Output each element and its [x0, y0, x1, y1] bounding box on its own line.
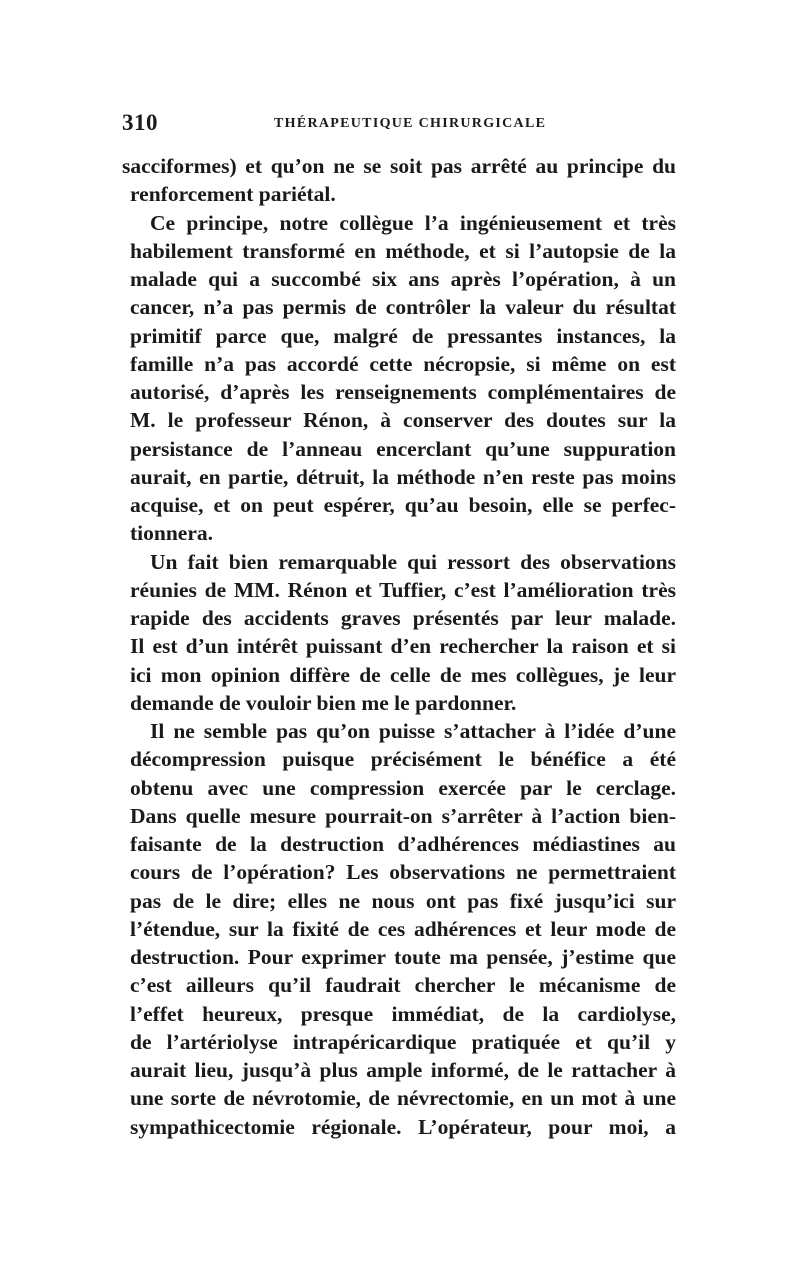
- text-line: sacciformes) et qu’on ne se soit pas arrêté au principe du: [122, 154, 676, 178]
- text-line: faisante de la destruction d’adhérences médiastines au: [130, 832, 676, 856]
- text-line: aurait, en partie, détruit, la méthode n’en reste pas moins: [130, 464, 676, 489]
- text-line: acquise, et on peut espérer, qu’au besoin, elle se perfec-: [130, 493, 676, 517]
- running-title: THÉRAPEUTIQUE CHIRURGICALE: [274, 116, 547, 131]
- text-line: aurait lieu, jusqu’à plus ample informé, de le rattacher à: [130, 1058, 676, 1082]
- text-line: Ce principe, notre collègue l’a ingénieusement et très: [150, 210, 676, 235]
- text-line: ici mon opinion diffère de celle de mes collègues, je leur: [130, 662, 676, 687]
- page-number: 310: [122, 110, 158, 135]
- text-line: persistance de l’anneau encerclant qu’une suppuration: [130, 436, 676, 461]
- text-line: Dans quelle mesure pourrait-on s’arrêter à l’action bien-: [130, 803, 676, 828]
- text-line: Un fait bien remarquable qui ressort des observations: [150, 549, 676, 574]
- text-line: M. le professeur Rénon, à conserver des doutes sur la: [130, 408, 676, 433]
- text-line: Il est d’un intérêt puissant d’en rechercher la raison et si: [130, 634, 676, 659]
- text-line: tionnera.: [130, 521, 214, 546]
- text-line: obtenu avec une compression exercée par le cerclage.: [130, 775, 676, 800]
- text-line: l’effet heureux, presque immédiat, de la cardiolyse,: [130, 1001, 676, 1026]
- text-line: rapide des accidents graves présentés par leur malade.: [130, 606, 676, 630]
- text-line: habilement transformé en méthode, et si l’autopsie de la: [130, 238, 676, 263]
- text-line: cancer, n’a pas permis de contrôler la valeur du résultat: [130, 295, 676, 320]
- body-text: [122, 152, 676, 1141]
- text-line: cours de l’opération? Les observations ne permettraient: [130, 860, 676, 885]
- running-head: [122, 110, 682, 144]
- text-line: malade qui a succombé six ans après l’opération, à un: [130, 267, 676, 291]
- text-line: c’est ailleurs qu’il faudrait chercher le mécanisme de: [130, 973, 676, 998]
- text-line: renforcement pariétal.: [130, 182, 336, 207]
- text-line: demande de vouloir bien me le pardonner.: [130, 690, 517, 715]
- text-line: Il ne semble pas qu’on puisse s’attacher à l’idée d’une: [150, 719, 676, 743]
- text-line: pas de le dire; elles ne nous ont pas fixé jusqu’ici sur: [130, 888, 676, 913]
- text-line: de l’artériolyse intrapéricardique pratiquée et qu’il y: [130, 1029, 676, 1054]
- text-line: autorisé, d’après les renseignements complémentaires de: [130, 380, 676, 404]
- text-line: sympathicectomie régionale. L’opérateur, pour moi, a: [130, 1114, 676, 1139]
- text-line: décompression puisque précisément le bénéfice a été: [130, 747, 676, 772]
- text-line: destruction. Pour exprimer toute ma pensée, j’estime que: [130, 945, 676, 969]
- text-line: primitif parce que, malgré de pressantes instances, la: [130, 323, 676, 348]
- text-line: une sorte de névrotomie, de névrectomie, en un mot à une: [130, 1086, 676, 1111]
- text-line: réunies de MM. Rénon et Tuffier, c’est l’amélioration très: [130, 577, 676, 602]
- text-line: l’étendue, sur la fixité de ces adhérences et leur mode de: [130, 916, 676, 941]
- text-line: famille n’a pas accordé cette nécropsie, si même on est: [130, 351, 676, 376]
